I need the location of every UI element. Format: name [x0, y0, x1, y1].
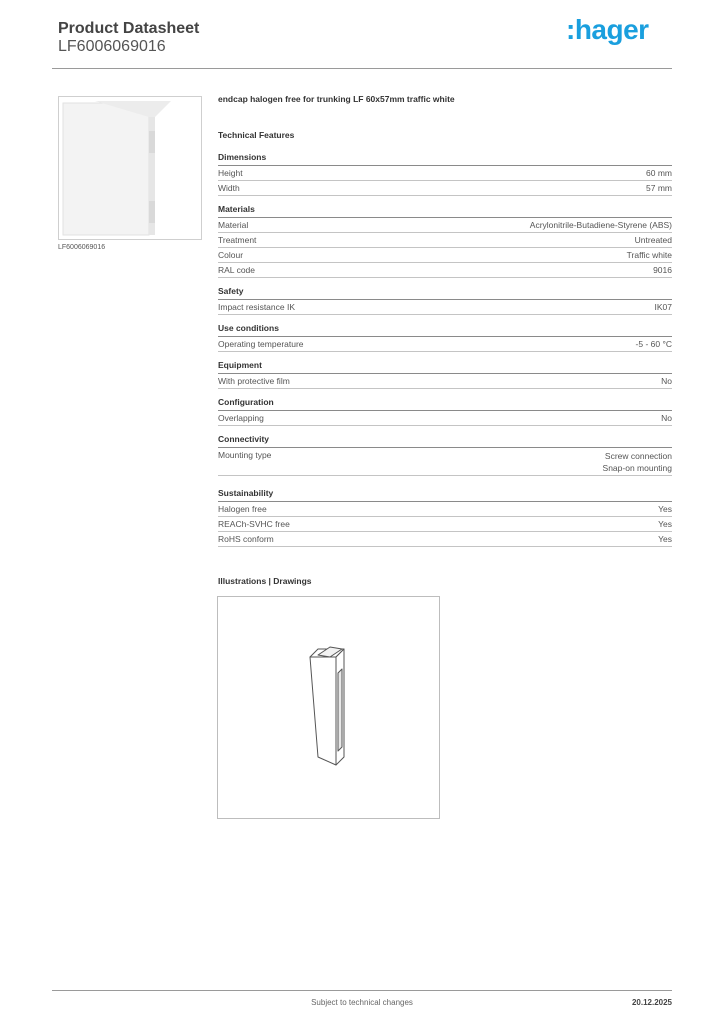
section-dimensions	[218, 152, 672, 196]
section-heading: Sustainability	[218, 488, 672, 502]
spec-row	[218, 300, 672, 315]
spec-value: 9016	[653, 265, 672, 275]
spec-value-line: Snap-on mounting	[602, 463, 672, 473]
spec-label: RAL code	[218, 265, 256, 275]
spec-row	[218, 374, 672, 389]
spec-row	[218, 233, 672, 248]
spec-value: 60 mm	[646, 168, 672, 178]
technical-features-title: Technical Features	[218, 130, 295, 140]
spec-row	[218, 502, 672, 517]
page-title: Product Datasheet	[58, 20, 200, 37]
spec-label: REACh-SVHC free	[218, 519, 290, 529]
spec-value: No	[661, 413, 672, 423]
section-sustainability	[218, 488, 672, 547]
section-safety	[218, 286, 672, 315]
spec-value: Acrylonitrile-Butadiene-Styrene (ABS)	[529, 220, 672, 230]
spec-label: RoHS conform	[218, 534, 274, 544]
illustrations-title: Illustrations | Drawings	[218, 576, 312, 586]
spec-row	[218, 411, 672, 426]
spec-label: Width	[218, 183, 240, 193]
drawing-frame	[217, 596, 440, 819]
spec-label: Halogen free	[218, 504, 267, 514]
spec-label: Material	[218, 220, 249, 230]
spec-label: Mounting type	[218, 450, 272, 460]
spec-value: -5 - 60 °C	[635, 339, 672, 349]
spec-row	[218, 166, 672, 181]
spec-row	[218, 448, 672, 476]
spec-row	[218, 517, 672, 532]
endcap-image	[59, 97, 201, 239]
spec-value: No	[661, 376, 672, 386]
spec-label: Treatment	[218, 235, 257, 245]
spec-value: Yes	[658, 534, 672, 544]
spec-value: IK07	[654, 302, 672, 312]
photo-caption: LF6006069016	[58, 244, 106, 251]
spec-content	[218, 94, 672, 547]
hager-logo: :hager	[566, 14, 649, 45]
section-heading: Configuration	[218, 397, 672, 411]
spec-row	[218, 181, 672, 196]
product-code: LF6006069016	[58, 38, 166, 55]
section-connectivity	[218, 434, 672, 476]
section-heading: Dimensions	[218, 152, 672, 166]
footer-date: 20.12.2025	[631, 998, 672, 1007]
spec-row	[218, 337, 672, 352]
section-use-conditions	[218, 323, 672, 352]
spec-label: Height	[218, 168, 243, 178]
section-materials	[218, 204, 672, 278]
spec-label: Impact resistance IK	[218, 302, 296, 312]
product-description: endcap halogen free for trunking LF 60x57mm traffic white	[218, 94, 455, 104]
section-heading: Materials	[218, 204, 672, 218]
section-heading: Equipment	[218, 360, 672, 374]
footer-divider	[52, 990, 672, 991]
section-heading: Safety	[218, 286, 672, 300]
section-equipment	[218, 360, 672, 389]
section-heading: Use conditions	[218, 323, 672, 337]
spec-value: Untreated	[634, 235, 672, 245]
spec-label: Operating temperature	[218, 339, 304, 349]
endcap-drawing	[218, 597, 439, 818]
spec-row	[218, 532, 672, 547]
spec-label: Overlapping	[218, 413, 264, 423]
section-configuration	[218, 397, 672, 426]
spec-row	[218, 248, 672, 263]
spec-value: 57 mm	[646, 183, 672, 193]
spec-value	[603, 450, 672, 474]
header-divider	[52, 68, 672, 69]
spec-label: With protective film	[218, 376, 290, 386]
spec-value: Yes	[658, 519, 672, 529]
section-heading: Connectivity	[218, 434, 672, 448]
spec-label: Colour	[218, 250, 244, 260]
spec-row	[218, 218, 672, 233]
spec-value: Yes	[658, 504, 672, 514]
footer-note: Subject to technical changes	[311, 998, 413, 1007]
product-photo	[58, 96, 202, 240]
spec-value: Traffic white	[626, 250, 672, 260]
spec-value-line: Screw connection	[604, 451, 672, 461]
spec-row	[218, 263, 672, 278]
